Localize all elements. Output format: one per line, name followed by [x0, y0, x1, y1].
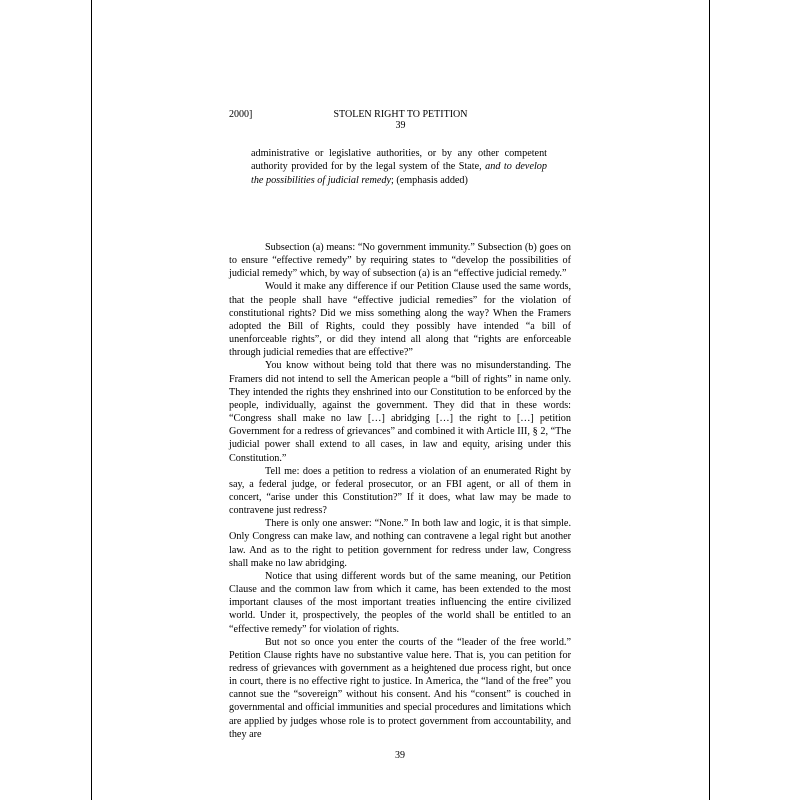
block-quote	[251, 147, 547, 187]
paragraph: But not so once you enter the courts of the “leader of the free world.” Petition Clause rights have no substantive value here. That is, you can petition for redress of grievances with government as a heightened due process right, but once in court, there is no effective right to justice. In America, the “land of the free” you cannot sue the “sovereign” without his consent. And his “consent” is couched in governmental and official immunities and special procedures and limitations which are applied by judges whose role is to protect government from accountability, and they are	[229, 636, 571, 740]
block-quote-part2: ; (emphasis added)	[390, 174, 468, 186]
page-edge-right	[709, 0, 710, 800]
paragraph: Subsection (a) means: “No government immunity.” Subsection (b) goes on to ensure “effective remedy” by requiring states to “develop the possibilities of judicial remedy” which, by way of subsection (a) is an “effective judicial remedy.”	[229, 242, 571, 280]
paragraph: There is only one answer: “None.” In both law and logic, it is that simple. Only Congress can make law, and nothing can contravene a legal right but another law. And as to the right to petition government for redress under law, Congress shall make no law abridging.	[229, 518, 571, 569]
block-quote-text	[251, 147, 547, 187]
paragraph: Notice that using different words but of the same meaning, our Petition Clause and the common law from which it came, has been extended to the most important clauses of the most important treaties influencing the entire civilized world. Under it, prospectively, the peoples of the world shall be entitled to an “effective remedy” for violation of rights.	[229, 570, 571, 635]
block-quote-emphasis: and to develop the possibilities of judicial remedy	[251, 161, 547, 186]
paragraph: Tell me: does a petition to redress a violation of an enumerated Right by say, a federal judge, or federal prosecutor, or an FBI agent, or all of them in concert, “arise under this Constitution?” If it does, what law may be made to contravene just redress?	[229, 465, 571, 517]
running-head-year: 2000]	[229, 109, 253, 120]
paragraph: Would it make any difference if our Petition Clause used the same words, that the people shall have “effective judicial remedies” for the violation of constitutional rights? Did we miss something along the way? When the Framers adopted the Bill of Rights, could they possibly have intended “a bill of unenforceable rights”, or did they intend all along that “rights are enforceable through judicial remedies that are effective?”	[229, 281, 571, 359]
running-head-title: STOLEN RIGHT TO PETITION	[333, 109, 468, 120]
paragraph: You know without being told that there was no misunderstanding. The Framers did not intend to sell the American people a “bill of rights” in name only. They intended the rights they enshrined into our Constitution to be enforced by the people, individually, against the government. They did that in these words: “Congress shall make no law […] abridging […] the right to […] petition Government for a redress of grievances” and combined it with Article III, § 2, “The judicial power shall extend to all cases, in law and equity, arising under this Constitution.”	[229, 360, 571, 464]
page-edge-left	[91, 0, 92, 800]
body-text	[229, 241, 571, 741]
block-quote-part1: administrative or legislative authorities, or by any other competent authority provided for by the legal system of the State,	[251, 148, 547, 173]
footer-page-number: 39	[395, 750, 405, 761]
running-head-page-number: 39	[395, 120, 406, 131]
